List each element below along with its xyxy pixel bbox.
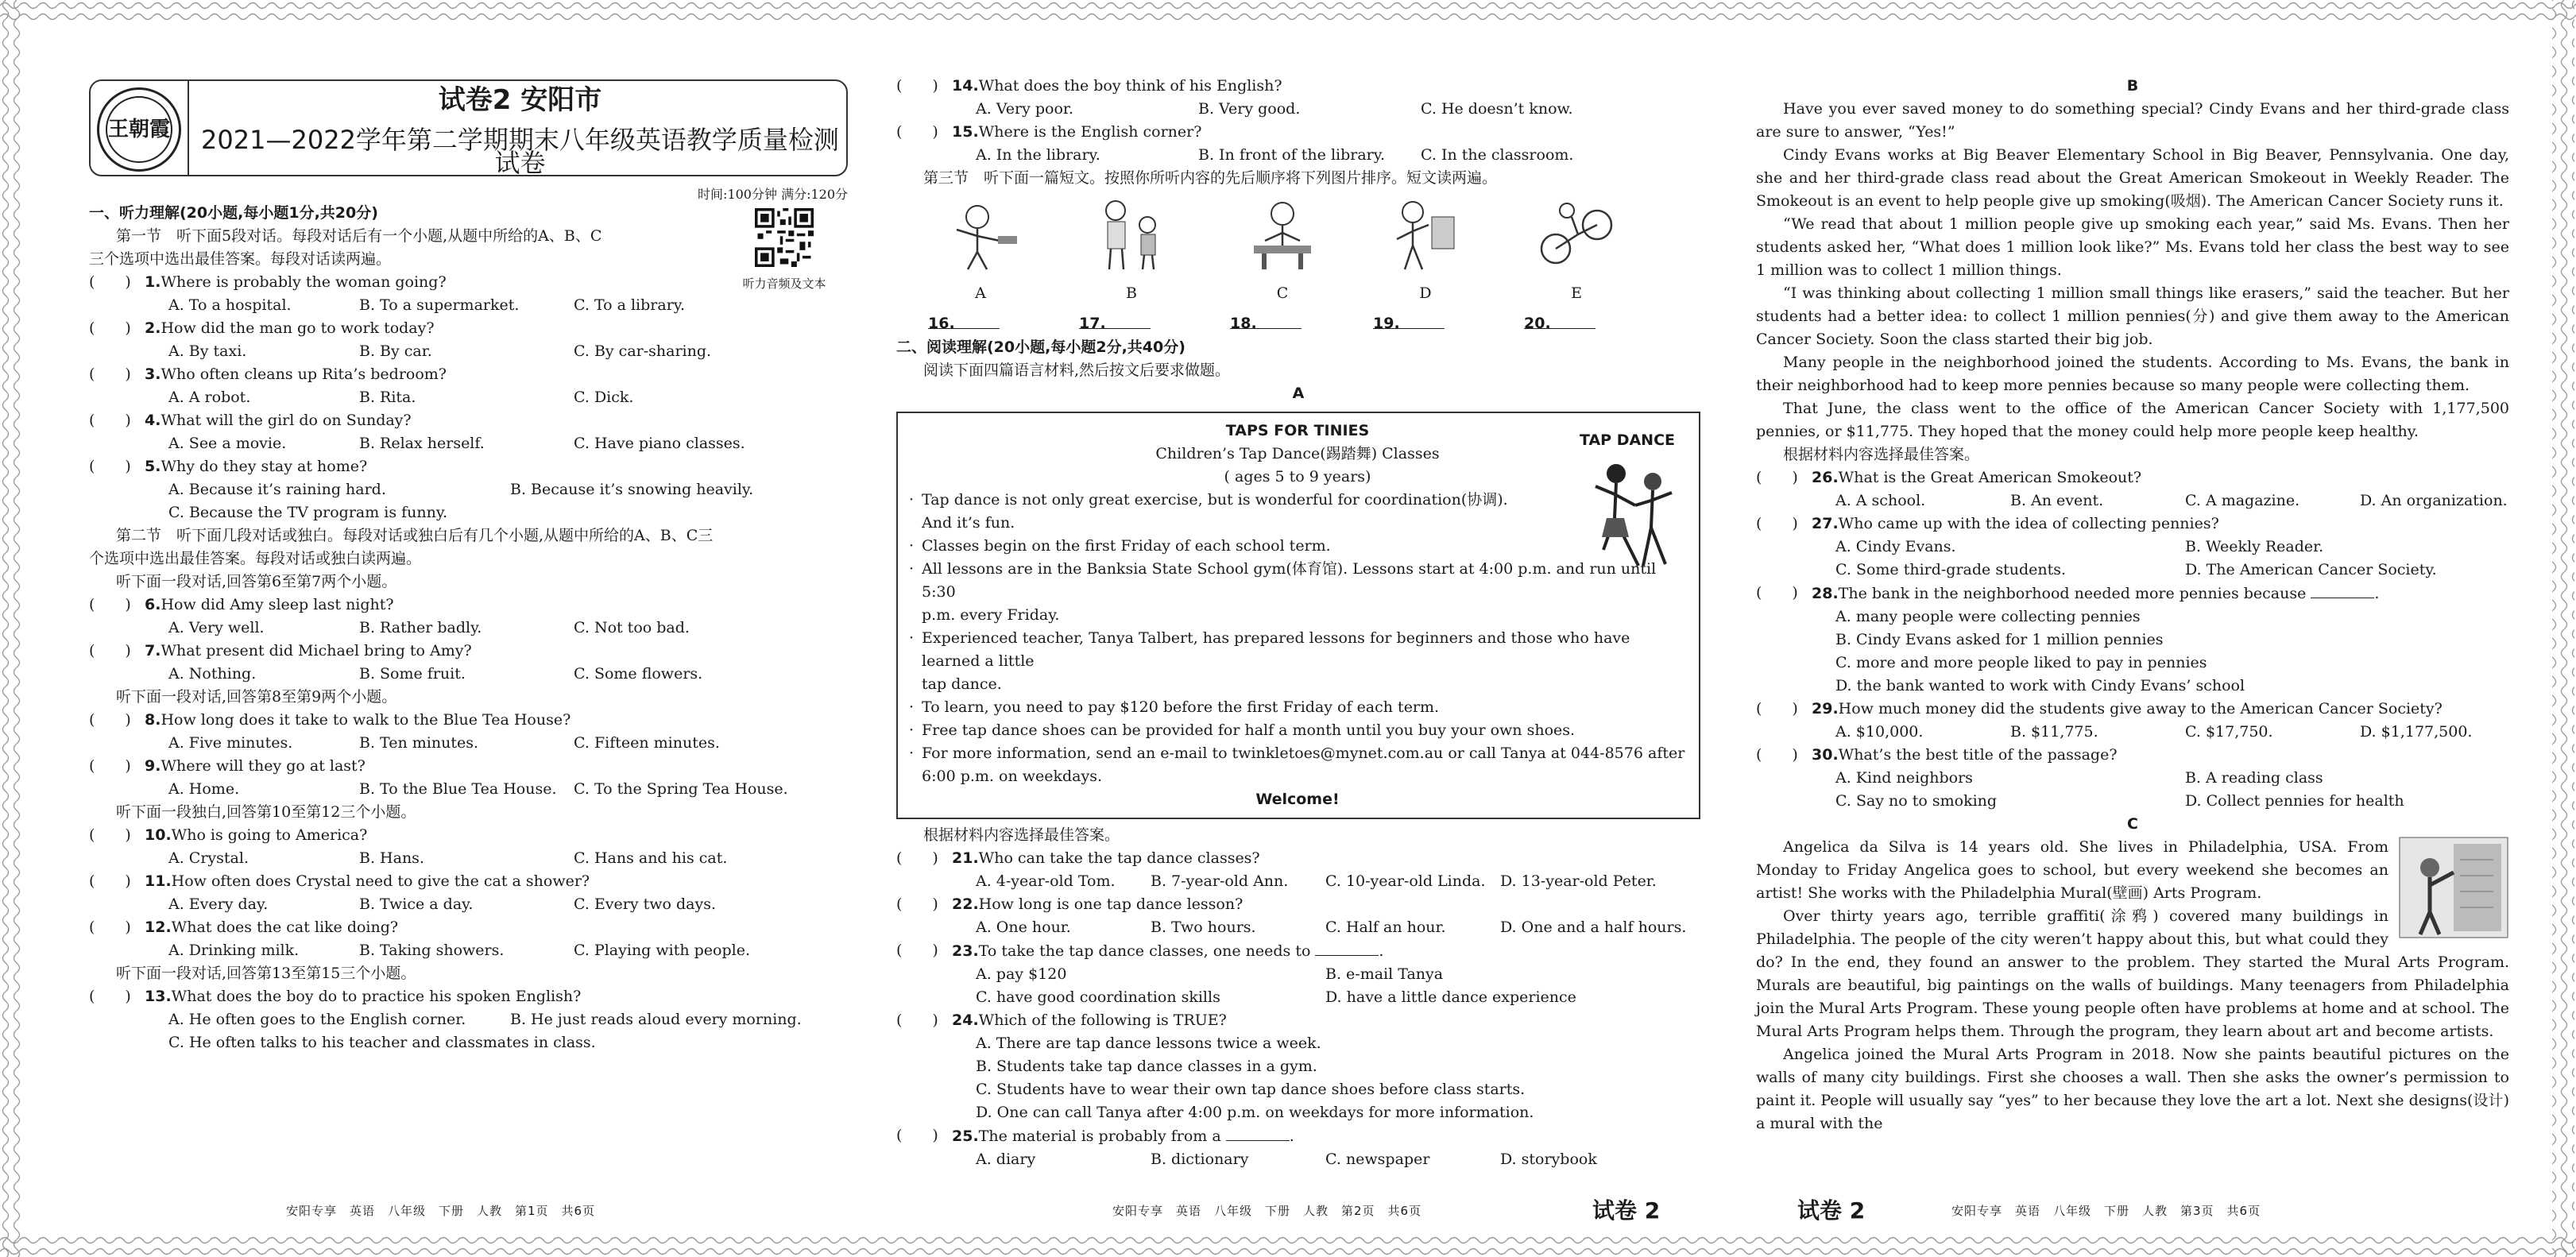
passage-a-label: A bbox=[1292, 385, 1305, 402]
options-row bbox=[89, 1008, 848, 1031]
option-b[interactable]: B. Rita. bbox=[359, 389, 416, 406]
options-row bbox=[89, 501, 848, 524]
ad-welcome: Welcome! bbox=[1255, 791, 1340, 808]
mural-painter-icon bbox=[2398, 836, 2509, 939]
option-d[interactable]: D. storybook bbox=[1500, 1151, 1597, 1168]
qr-code-icon[interactable] bbox=[755, 208, 814, 267]
option-a[interactable]: A. A robot. bbox=[168, 389, 251, 406]
question-text: How often does Crystal need to give the cat a shower? bbox=[171, 872, 590, 890]
passage-b-paragraph: “We read that about 1 million people give up smoking each year,” said Ms. Evans. Then her students asked her, “What does 1 million look like?” Ms. Evans told her class the best way to see 1 million was to collect 1 million things. bbox=[1756, 215, 2509, 279]
answer-bracket[interactable]: ( ) bbox=[89, 273, 131, 291]
option-c[interactable]: C. more and more people liked to pay in pennies bbox=[1835, 654, 2207, 671]
question-text: Why do they stay at home? bbox=[161, 458, 368, 475]
question-11[interactable] bbox=[89, 870, 848, 893]
option-b[interactable]: B. $11,775. bbox=[2010, 723, 2098, 741]
option-c[interactable]: C. In the classroom. bbox=[1421, 146, 1574, 164]
answer-bracket[interactable]: ( ) bbox=[89, 872, 131, 890]
ad-ages: ( ages 5 to 9 years) bbox=[1224, 468, 1371, 485]
ad-subtitle: Children’s Tap Dance(踢踏舞) Classes bbox=[1155, 445, 1440, 462]
option-a[interactable]: A. A school. bbox=[1835, 492, 1926, 509]
answer-bracket[interactable]: ( ) bbox=[1756, 746, 1798, 764]
question-text: Who is going to America? bbox=[171, 826, 368, 844]
ordering-answers: 16. 17. 18. 19. 20. bbox=[896, 312, 1700, 336]
option-a[interactable]: A. To a hospital. bbox=[168, 296, 292, 314]
ad-line: And it’s fun. bbox=[922, 514, 1015, 532]
question-23[interactable]: ( ) 23.To take the tap dance classes, one needs to . bbox=[896, 939, 1700, 963]
option-d[interactable]: D. Collect pennies for health bbox=[2185, 792, 2404, 810]
sec1-intro: 第一节 听下面5段对话。每段对话后有一个小题,从题中所给的A、B、C bbox=[116, 227, 602, 245]
option-c[interactable]: C. Playing with people. bbox=[574, 942, 750, 959]
question-10[interactable] bbox=[89, 824, 848, 847]
question-4[interactable] bbox=[89, 409, 848, 432]
passage-b-paragraph: “I was thinking about collecting 1 million small things like erasers,” said the teacher. But her students had a better idea: to collect 1 million pennies(分) and give them away to the American Cancer Society. Soon the class started their big job. bbox=[1756, 284, 2509, 348]
page-2 bbox=[896, 75, 1700, 1178]
question-text: The material is probably from a bbox=[978, 1127, 1221, 1145]
option-b[interactable]: B. In front of the library. bbox=[1198, 146, 1386, 164]
footer-page-2: 安阳专享 英语 八年级 下册 人教 第2页 共6页 bbox=[1112, 1204, 1422, 1218]
options-row bbox=[896, 1148, 1700, 1171]
option-b[interactable]: B. To the Blue Tea House. bbox=[359, 780, 557, 798]
option-a[interactable]: A. Five minutes. bbox=[168, 734, 293, 752]
ad-line: 6:00 p.m. on weekdays. bbox=[922, 768, 1102, 785]
passage-b-paragraph: That June, the class went to the office of the American Cancer Society with 1,177,500 pennies, or $11,775. They hoped that the money could help more people keep healthy. bbox=[1756, 400, 2509, 440]
question-number: 24. bbox=[952, 1011, 979, 1029]
options-row bbox=[1756, 790, 2509, 813]
option-b[interactable]: B. He just reads aloud every morning. bbox=[510, 1011, 802, 1028]
question-number: 29. bbox=[1812, 700, 1839, 717]
ad-line: · Classes begin on the first Friday of each school term. bbox=[907, 535, 1688, 558]
answer-bracket[interactable]: ( ) bbox=[89, 319, 131, 337]
option-a[interactable]: A. many people were collecting pennies bbox=[1835, 608, 2141, 625]
question-number: 14. bbox=[952, 77, 979, 95]
options-row bbox=[89, 847, 848, 870]
sec1-intro-2: 三个选项中选出最佳答案。每段对话读两遍。 bbox=[89, 250, 392, 268]
question-number: 23. bbox=[952, 942, 979, 960]
question-number: 2. bbox=[145, 319, 161, 337]
options-row bbox=[89, 732, 848, 755]
picture-c-icon bbox=[1238, 193, 1325, 273]
option-b[interactable]: B. Because it’s snowing heavily. bbox=[510, 481, 754, 498]
passage-b-paragraph: Many people in the neighborhood joined the students. According to Ms. Evans, the bank in their neighborhood had to keep more pennies because so many people were collecting them. bbox=[1756, 354, 2509, 394]
option-b[interactable]: B. Ten minutes. bbox=[359, 734, 478, 752]
question-2[interactable] bbox=[89, 317, 848, 340]
option-a[interactable]: A. Cindy Evans. bbox=[1835, 538, 1956, 555]
option-a[interactable]: A. Kind neighbors bbox=[1835, 769, 1973, 787]
logo-text: 王朝霞 bbox=[107, 117, 170, 141]
option-c[interactable]: C. To the Spring Tea House. bbox=[574, 780, 788, 798]
cue-8-9: 听下面一段对话,回答第8至第9两个小题。 bbox=[116, 688, 397, 706]
answer-bracket[interactable]: ( ) bbox=[896, 895, 938, 913]
question-text: How long is one tap dance lesson? bbox=[978, 895, 1244, 913]
picture-a-label: A bbox=[975, 284, 986, 302]
ad-line: tap dance. bbox=[922, 675, 1002, 693]
option-a[interactable]: A. See a movie. bbox=[168, 435, 287, 452]
option-d[interactable]: D. 13-year-old Peter. bbox=[1500, 872, 1657, 890]
question-text: Who came up with the idea of collecting pennies? bbox=[1838, 515, 2219, 532]
picture-b-icon bbox=[1087, 193, 1174, 273]
option-b[interactable]: B. Hans. bbox=[359, 849, 424, 867]
options-row bbox=[89, 617, 848, 640]
option-a[interactable]: A. diary bbox=[976, 1151, 1036, 1168]
option-d[interactable]: D. One can call Tanya after 4:00 p.m. on weekdays for more information. bbox=[976, 1104, 1534, 1121]
answer-bracket[interactable]: ( ) bbox=[89, 826, 131, 844]
option-b[interactable]: B. 7-year-old Ann. bbox=[1151, 872, 1289, 890]
option-c[interactable]: C. Half an hour. bbox=[1325, 919, 1446, 936]
question-number: 4. bbox=[145, 412, 161, 429]
footer-page-1: 安阳专享 英语 八年级 下册 人教 第1页 共6页 bbox=[286, 1204, 596, 1218]
question-text: What present did Michael bring to Amy? bbox=[161, 642, 472, 659]
question-number: 7. bbox=[145, 642, 161, 659]
answer-bracket[interactable]: ( ) bbox=[89, 365, 131, 383]
option-a[interactable]: A. Because it’s raining hard. bbox=[168, 481, 386, 498]
options-row bbox=[896, 963, 1700, 986]
answer-bracket[interactable]: ( ) bbox=[896, 1011, 938, 1029]
option-c[interactable]: C. Some flowers. bbox=[574, 665, 703, 683]
option-a[interactable]: A. Crystal. bbox=[168, 849, 249, 867]
question-8[interactable] bbox=[89, 709, 848, 732]
picture-b-label: B bbox=[1126, 284, 1137, 302]
passage-b-paragraph: Cindy Evans works at Big Beaver Elementary School in Big Beaver, Pennsylvania. One day, she and her third-grade class read about the Great American Smokeout in Weekly Reader. The Smokeout is an event to help people give up smoking(吸烟). The American Cancer Society runs it. bbox=[1756, 146, 2509, 210]
answer-bracket[interactable]: ( ) bbox=[896, 123, 938, 141]
option-c[interactable]: C. A magazine. bbox=[2185, 492, 2300, 509]
option-d[interactable]: D. An organization. bbox=[2360, 492, 2508, 509]
question-26[interactable] bbox=[1756, 466, 2509, 489]
options-row bbox=[1756, 628, 2509, 652]
footer-tag-left: 试卷 2 bbox=[1797, 1197, 1866, 1224]
part2-intro: 阅读下面四篇语言材料,然后按文后要求做题。 bbox=[923, 362, 1231, 379]
options-row bbox=[1756, 652, 2509, 675]
answer-bracket[interactable]: ( ) bbox=[896, 942, 938, 959]
answer-bracket[interactable]: ( ) bbox=[1756, 515, 1798, 532]
option-a[interactable]: A. There are tap dance lessons twice a week. bbox=[976, 1035, 1321, 1052]
ad-line: · For more information, send an e-mail to twinkletoes@mynet.com.au or call Tanya at 044-8576 after bbox=[907, 742, 1688, 765]
question-24[interactable] bbox=[896, 1009, 1700, 1032]
option-b[interactable]: B. Very good. bbox=[1198, 100, 1301, 118]
option-b[interactable]: B. Cindy Evans asked for 1 million pennies bbox=[1835, 631, 2164, 648]
question-number: 6. bbox=[145, 596, 161, 613]
cue-6-7: 听下面一段对话,回答第6至第7两个小题。 bbox=[116, 573, 397, 590]
question-text: What is the Great American Smokeout? bbox=[1838, 469, 2142, 486]
cue-10-12: 听下面一段独白,回答第10至第12三个小题。 bbox=[116, 803, 416, 821]
question-text: How much money did the students give away to the American Cancer Society? bbox=[1838, 700, 2443, 717]
question-text: Where is probably the woman going? bbox=[161, 273, 447, 291]
ad-line: · Free tap dance shoes can be provided for half a month until you buy your own shoes. bbox=[907, 719, 1688, 742]
answer-bracket[interactable]: ( ) bbox=[1756, 584, 1798, 601]
option-c[interactable]: C. Hans and his cat. bbox=[574, 849, 728, 867]
option-a[interactable]: A. 4-year-old Tom. bbox=[976, 872, 1116, 890]
option-d[interactable]: D. the bank wanted to work with Cindy Evans’ school bbox=[1835, 677, 2245, 694]
option-b[interactable]: B. Rather badly. bbox=[359, 619, 482, 636]
ad-line: · To learn, you need to pay $120 before the first Friday of each term. bbox=[907, 696, 1688, 719]
question-text: Where is the English corner? bbox=[978, 123, 1202, 141]
option-c[interactable]: C. To a library. bbox=[574, 296, 686, 314]
question-13[interactable] bbox=[89, 985, 848, 1008]
footer-tag-right: 试卷 2 bbox=[1592, 1197, 1661, 1224]
option-a[interactable]: A. pay $120 bbox=[976, 965, 1067, 983]
ad-line: · Tap dance is not only great exercise, but is wonderful for coordination(协调). bbox=[907, 489, 1568, 512]
option-a[interactable]: A. Very well. bbox=[168, 619, 265, 636]
question-text: How long does it take to walk to the Blue Tea House? bbox=[161, 711, 571, 729]
picture-d-label: D bbox=[1419, 284, 1432, 302]
answer-bracket[interactable]: ( ) bbox=[89, 642, 131, 659]
qr-caption: 听力音频及文本 bbox=[742, 277, 826, 291]
logo bbox=[97, 87, 181, 172]
cue-13-15: 听下面一段对话,回答第13至第15三个小题。 bbox=[116, 965, 416, 982]
picture-a-icon bbox=[936, 193, 1023, 273]
option-b[interactable]: B. To a supermarket. bbox=[359, 296, 520, 314]
options-row bbox=[896, 1055, 1700, 1078]
ad-line: p.m. every Friday. bbox=[922, 606, 1060, 624]
options-row bbox=[89, 778, 848, 801]
question-text: What will the girl do on Sunday? bbox=[161, 412, 412, 429]
sec2-intro-2: 个选项中选出最佳答案。每段对话或独白读两遍。 bbox=[89, 550, 422, 567]
passage-b-instr: 根据材料内容选择最佳答案。 bbox=[1783, 446, 1980, 463]
question-number: 27. bbox=[1812, 515, 1839, 532]
picture-e-label: E bbox=[1571, 284, 1582, 302]
question-number: 8. bbox=[145, 711, 161, 729]
options-row bbox=[896, 144, 1700, 167]
question-text: Where will they go at last? bbox=[161, 757, 366, 775]
option-a[interactable]: A. Every day. bbox=[168, 895, 269, 913]
answer-bracket[interactable]: ( ) bbox=[89, 757, 131, 775]
answer-blank[interactable] bbox=[2311, 582, 2374, 598]
option-d[interactable]: D. have a little dance experience bbox=[1325, 988, 1576, 1006]
options-row bbox=[89, 893, 848, 916]
option-b[interactable]: B. Two hours. bbox=[1151, 919, 1256, 936]
option-a[interactable]: A. One hour. bbox=[976, 919, 1071, 936]
tap-dance-label: TAP DANCE bbox=[1579, 431, 1675, 449]
question-number: 22. bbox=[952, 895, 979, 913]
options-row bbox=[89, 478, 848, 501]
question-7[interactable] bbox=[89, 640, 848, 663]
option-a[interactable]: A. In the library. bbox=[976, 146, 1100, 164]
ad-line: · All lessons are in the Banksia State School gym(体育馆). Lessons start at 4:00 p.m. and run until 5:30 bbox=[907, 558, 1688, 604]
picture-c-label: C bbox=[1276, 284, 1289, 302]
option-b[interactable]: B. Students take tap dance classes in a gym. bbox=[976, 1058, 1317, 1075]
question-21[interactable] bbox=[896, 847, 1700, 870]
question-text: What does the boy think of his English? bbox=[978, 77, 1282, 95]
option-a[interactable]: A. Home. bbox=[168, 780, 240, 798]
passage-c-paragraph: Angelica da Silva is 14 years old. She lives in Philadelphia, USA. From Monday to Friday Angelica goes to school, but every weekend she becomes an artist! She works with the Philadelphia Mural(壁画) Arts Program. bbox=[1756, 838, 2388, 902]
question-number: 25. bbox=[952, 1127, 979, 1145]
footer-page-3: 安阳专享 英语 八年级 下册 人教 第3页 共6页 bbox=[1951, 1204, 2261, 1218]
option-c[interactable]: C. Because the TV program is funny. bbox=[168, 504, 448, 521]
options-row bbox=[89, 386, 848, 409]
answer-bracket[interactable]: ( ) bbox=[89, 412, 131, 429]
question-number: 13. bbox=[145, 988, 172, 1005]
option-a[interactable]: A. Very poor. bbox=[976, 100, 1073, 118]
question-25[interactable]: ( ) 25.The material is probably from a . bbox=[896, 1124, 1700, 1148]
option-a[interactable]: A. Drinking milk. bbox=[168, 942, 300, 959]
answer-bracket[interactable]: ( ) bbox=[89, 988, 131, 1005]
page-3 bbox=[1756, 75, 2509, 1178]
question-28[interactable]: ( ) 28.The bank in the neighborhood needed more pennies because . bbox=[1756, 582, 2509, 605]
passage-b-paragraph: Have you ever saved money to do something special? Cindy Evans and her third-grade class are sure to answer, “Yes!” bbox=[1756, 100, 2509, 141]
answer-bracket[interactable]: ( ) bbox=[896, 849, 938, 867]
exam-title: 试卷2 安阳市 bbox=[438, 84, 602, 116]
part2-heading: 二、阅读理解(20小题,每小题2分,共40分) bbox=[896, 338, 1186, 356]
answer-bracket[interactable]: ( ) bbox=[89, 596, 131, 613]
options-row bbox=[89, 294, 848, 317]
option-c[interactable]: C. $17,750. bbox=[2185, 723, 2273, 741]
question-5[interactable] bbox=[89, 455, 848, 478]
question-number: 30. bbox=[1812, 746, 1839, 764]
answer-bracket[interactable]: ( ) bbox=[896, 1127, 938, 1144]
question-text: What’s the best title of the passage? bbox=[1838, 746, 2118, 764]
question-29[interactable] bbox=[1756, 698, 2509, 721]
option-c[interactable]: C. Every two days. bbox=[574, 895, 717, 913]
question-text: Which of the following is TRUE? bbox=[978, 1011, 1227, 1029]
option-c[interactable]: C. Some third-grade students. bbox=[1835, 561, 2067, 578]
answer-bracket[interactable]: ( ) bbox=[89, 458, 131, 475]
question-number: 28. bbox=[1812, 585, 1839, 602]
option-d[interactable]: D. One and a half hours. bbox=[1500, 919, 1687, 936]
question-text: What does the boy do to practice his spoken English? bbox=[171, 988, 582, 1005]
question-text: How did Amy sleep last night? bbox=[161, 596, 394, 613]
question-1[interactable] bbox=[89, 271, 848, 294]
question-30[interactable] bbox=[1756, 744, 2509, 767]
tap-dance-ad bbox=[896, 412, 1700, 819]
answer-bracket[interactable]: ( ) bbox=[89, 919, 131, 936]
passage-a-instr: 根据材料内容选择最佳答案。 bbox=[923, 826, 1120, 844]
option-a[interactable]: A. He often goes to the English corner. bbox=[168, 1011, 466, 1028]
options-row bbox=[896, 98, 1700, 121]
option-c[interactable]: C. 10-year-old Linda. bbox=[1325, 872, 1486, 890]
question-6[interactable] bbox=[89, 594, 848, 617]
answer-bracket[interactable]: ( ) bbox=[89, 711, 131, 729]
question-number: 26. bbox=[1812, 469, 1839, 486]
options-row bbox=[896, 1032, 1700, 1055]
option-c[interactable]: C. By car-sharing. bbox=[574, 342, 712, 360]
option-d[interactable]: D. The American Cancer Society. bbox=[2185, 561, 2437, 578]
option-c[interactable]: C. Say no to smoking bbox=[1835, 792, 1998, 810]
option-c[interactable]: C. He doesn’t know. bbox=[1421, 100, 1573, 118]
question-9[interactable] bbox=[89, 755, 848, 778]
option-b[interactable]: B. By car. bbox=[359, 342, 432, 360]
answer-blank[interactable] bbox=[1226, 1124, 1290, 1141]
picture-d-icon bbox=[1381, 193, 1468, 273]
option-c[interactable]: C. have good coordination skills bbox=[976, 988, 1220, 1006]
answer-bracket[interactable]: ( ) bbox=[896, 77, 938, 95]
question-text: Who can take the tap dance classes? bbox=[978, 849, 1260, 867]
page-1 bbox=[89, 79, 848, 1178]
picture-e-icon bbox=[1532, 193, 1619, 273]
option-b[interactable]: B. An event. bbox=[2010, 492, 2104, 509]
option-c[interactable]: C. Students have to wear their own tap dance shoes before class starts. bbox=[976, 1081, 1526, 1098]
question-14[interactable] bbox=[896, 75, 1700, 98]
option-b[interactable]: B. Weekly Reader. bbox=[2185, 538, 2324, 555]
options-row bbox=[1756, 767, 2509, 790]
passage-c-paragraph: Angelica joined the Mural Arts Program in 2018. Now she paints beautiful pictures on the walls of many city buildings. First she chooses a wall. Then she asks the owner’s permission to paint it. People will usually say “yes” to her because they love the art a lot. Next she designs(设计) a mural with the bbox=[1756, 1046, 2509, 1132]
question-text: How did the man go to work today? bbox=[161, 319, 435, 337]
exam-header bbox=[89, 79, 848, 176]
option-b[interactable]: B. A reading class bbox=[2185, 769, 2323, 787]
option-b[interactable]: B. Relax herself. bbox=[359, 435, 485, 452]
option-c[interactable]: C. newspaper bbox=[1325, 1151, 1430, 1168]
passage-b-label: B bbox=[2126, 77, 2139, 95]
options-row bbox=[896, 916, 1700, 939]
options-row bbox=[1756, 721, 2509, 744]
option-b[interactable]: B. e-mail Tanya bbox=[1325, 965, 1444, 983]
question-text: To take the tap dance classes, one needs to bbox=[978, 942, 1311, 960]
options-row bbox=[1756, 675, 2509, 698]
options-row bbox=[896, 1078, 1700, 1101]
question-number: 5. bbox=[145, 458, 161, 475]
option-b[interactable]: B. Twice a day. bbox=[359, 895, 474, 913]
options-row bbox=[896, 870, 1700, 893]
option-b[interactable]: B. Some fruit. bbox=[359, 665, 466, 683]
question-number: 9. bbox=[145, 757, 161, 775]
part1-heading: 一、听力理解(20小题,每小题1分,共20分) bbox=[89, 204, 378, 222]
question-3[interactable] bbox=[89, 363, 848, 386]
options-row bbox=[896, 1101, 1700, 1124]
ad-line: · Experienced teacher, Tanya Talbert, has prepared lessons for beginners and those who have learned a little bbox=[907, 627, 1688, 673]
option-c[interactable]: C. Dick. bbox=[574, 389, 634, 406]
option-c[interactable]: C. He often talks to his teacher and classmates in class. bbox=[168, 1034, 596, 1051]
option-a[interactable]: A. $10,000. bbox=[1835, 723, 1924, 741]
question-27[interactable] bbox=[1756, 512, 2509, 536]
question-number: 1. bbox=[145, 273, 161, 291]
option-c[interactable]: C. Not too bad. bbox=[574, 619, 690, 636]
answer-bracket[interactable]: ( ) bbox=[1756, 469, 1798, 486]
options-row bbox=[896, 986, 1700, 1009]
options-row bbox=[89, 432, 848, 455]
option-c[interactable]: C. Have piano classes. bbox=[574, 435, 745, 452]
question-number: 11. bbox=[145, 872, 172, 890]
options-row bbox=[1756, 559, 2509, 582]
ad-title: TAPS FOR TINIES bbox=[1225, 422, 1370, 439]
exam-meta: 时间:100分钟 满分:120分 bbox=[698, 187, 848, 202]
option-c[interactable]: C. Fifteen minutes. bbox=[574, 734, 720, 752]
question-text: What does the cat like doing? bbox=[171, 919, 399, 936]
question-15[interactable] bbox=[896, 121, 1700, 144]
option-b[interactable]: B. Taking showers. bbox=[359, 942, 505, 959]
options-row bbox=[89, 939, 848, 962]
answer-blank[interactable] bbox=[1315, 939, 1379, 956]
question-number: 12. bbox=[145, 919, 172, 936]
question-text: Who often cleans up Rita’s bedroom? bbox=[161, 365, 447, 383]
option-a[interactable]: A. By taxi. bbox=[168, 342, 247, 360]
picture-row bbox=[896, 193, 1700, 312]
options-row bbox=[1756, 605, 2509, 628]
options-row bbox=[89, 340, 848, 363]
option-b[interactable]: B. dictionary bbox=[1151, 1151, 1249, 1168]
option-d[interactable]: D. $1,177,500. bbox=[2360, 723, 2473, 741]
options-row bbox=[1756, 536, 2509, 559]
question-text: The bank in the neighborhood needed more pennies because bbox=[1838, 585, 2307, 602]
answer-bracket[interactable]: ( ) bbox=[1756, 700, 1798, 717]
sec2-intro: 第二节 听下面几段对话或独白。每段对话或独白后有几个小题,从题中所给的A、B、C三 bbox=[116, 527, 714, 544]
question-number: 10. bbox=[145, 826, 172, 844]
options-row bbox=[89, 1031, 848, 1054]
question-12[interactable] bbox=[89, 916, 848, 939]
passage-c-paragraph: Over thirty years ago, terrible graffiti(涂鸦) covered many buildings in Philadelphia. The people of the city weren’t happy about this, but what could they do? In the end, they found an answer to the problem. They started the Mural Arts Program. Murals are beautiful, big paintings on the walls of buildings. Many teenagers from Philadelphia join the Mural Arts Program. These young people often have problems at home and at school. The Mural Arts Program helps them. Through the program, they learn about art and become artists. bbox=[1756, 907, 2509, 1040]
exam-subtitle: 2021—2022学年第二学期期末八年级英语教学质量检测试卷 bbox=[201, 125, 839, 178]
question-number: 21. bbox=[952, 849, 979, 867]
question-22[interactable] bbox=[896, 893, 1700, 916]
passage-c-label: C bbox=[2127, 815, 2138, 833]
options-row bbox=[1756, 489, 2509, 512]
question-number: 15. bbox=[952, 123, 979, 141]
option-a[interactable]: A. Nothing. bbox=[168, 665, 257, 683]
question-number: 3. bbox=[145, 365, 161, 383]
options-row bbox=[89, 663, 848, 686]
sec3-intro: 第三节 听下面一篇短文。按照你所听内容的先后顺序将下列图片排序。短文读两遍。 bbox=[923, 169, 1498, 187]
